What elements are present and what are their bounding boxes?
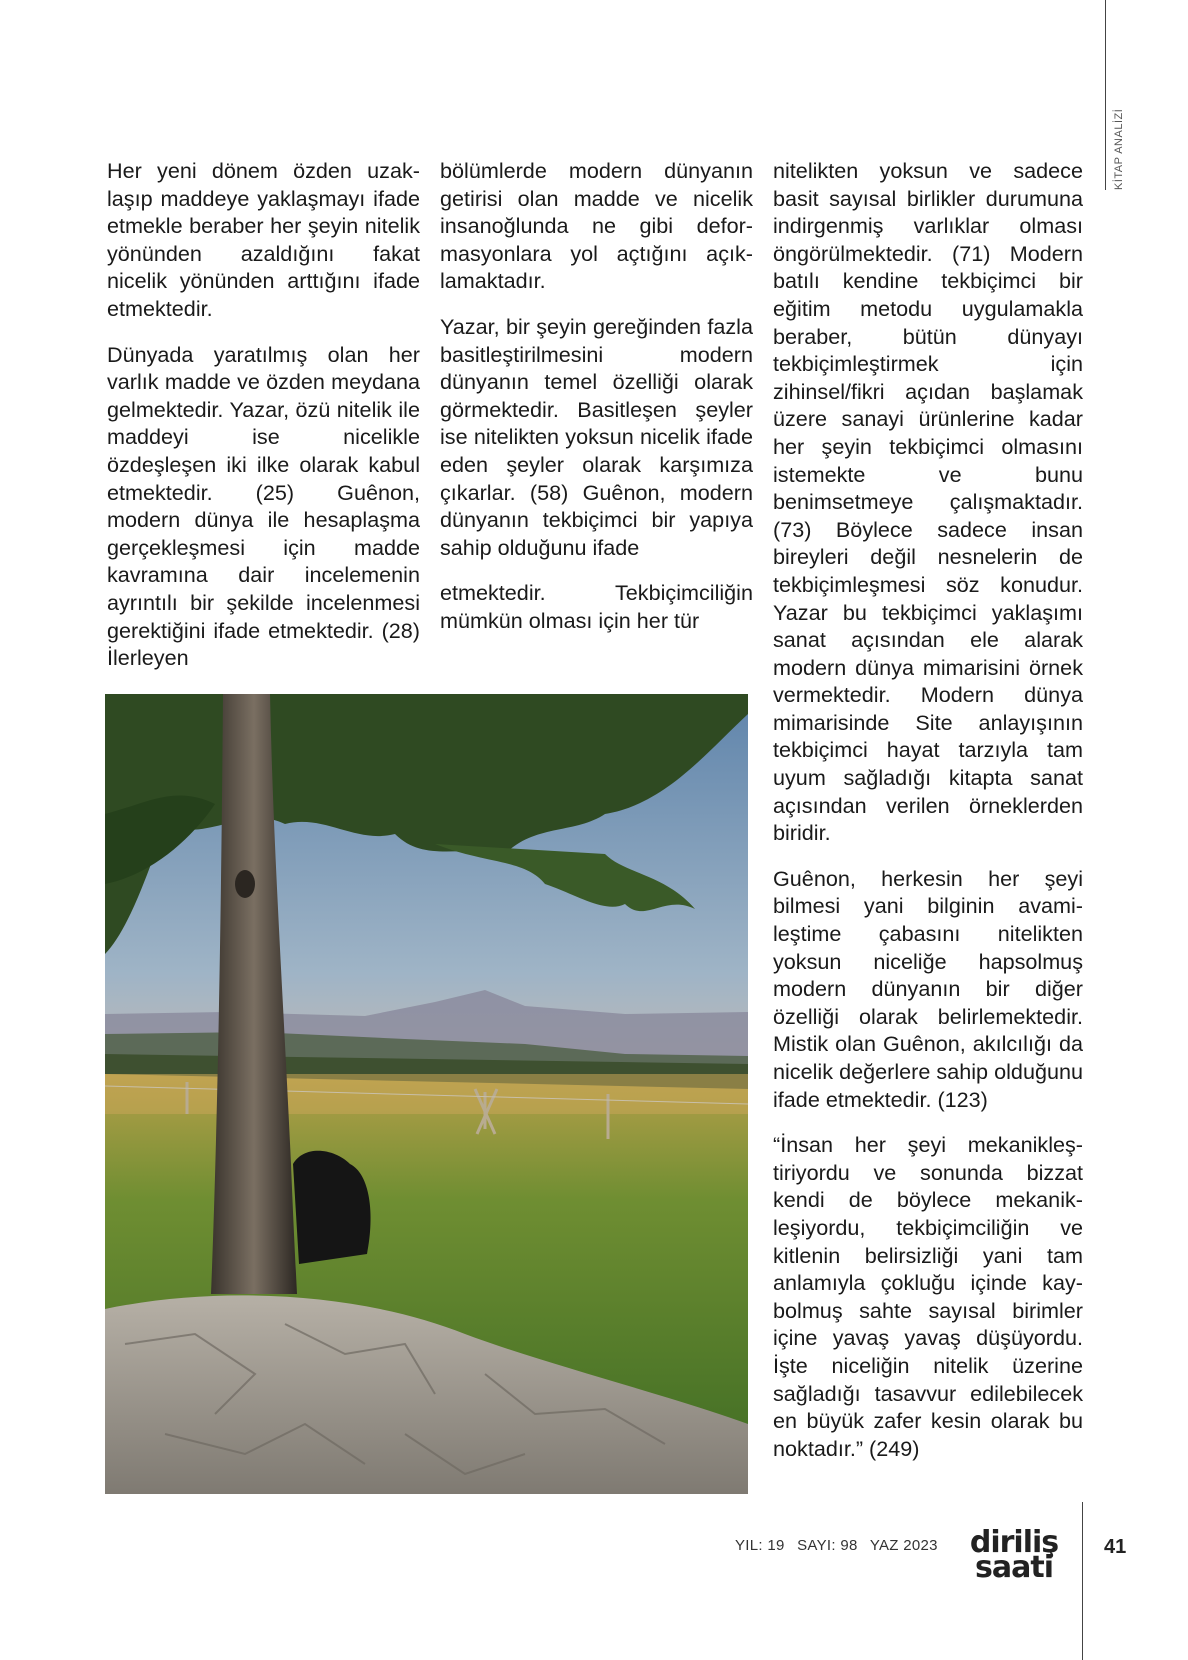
magazine-logo bbox=[968, 1525, 1060, 1585]
paragraph: Guênon, herkesin her şeyi bilmesi yani bilginin avamileştime çabasını nitelikten yoksun niceliğe hapsolmuş modern dünyanın bir diğer özelliği olarak belirlemektedir. Mistik olan Guênon, akılcılığı da nicelik değerlere sahip olduğunu ifade etmektedir. (123) bbox=[773, 865, 1083, 1112]
logo-line-2: saati bbox=[975, 1550, 1053, 1585]
page-number: 41 bbox=[1104, 1536, 1127, 1558]
quote-paragraph: “İnsan her şeyi mekanikleştiriyordu ve sonunda bizzat kendi de böylece mekanikleşiyordu, tekbiçimciliğin ve kitlenin belirsizliği yani tam anlamıyla çokluğu içinde kaybolmuş sahte sayısal birimler içine yavaş yavaş düşüyordu. İşte niceliğin nitelik üzerine sağladığı tasavvur edilebilecek en büyük zafer kesin olarak bu noktadır.” (249) bbox=[773, 1132, 1083, 1461]
issue-number: SAYI: 98 bbox=[797, 1537, 858, 1554]
paragraph: Her yeni dönem özden uzaklaşıp maddeye yaklaşmayı ifade etmekle beraber her şeyin nitelik yönünden azaldığını fakat nicelik yönünden arttığını ifade etmektedir. bbox=[107, 158, 420, 321]
page-footer bbox=[0, 1525, 1188, 1660]
text-column-2 bbox=[440, 157, 753, 653]
issue-info bbox=[735, 1537, 946, 1554]
landscape-photo bbox=[105, 694, 748, 1494]
logo-line-1: diriliş bbox=[969, 1525, 1059, 1560]
paragraph: nitelikten yoksun ve sadece basit sayısal birlikler durumuna indirgenmiş varlıklar olması öngörülmektedir. (71) Modern batılı kendine tekbiçimci bir eğitim metodu uygulamakla beraber, bütün dünyayı tekbiçimleştirmek için zihinsel/fikri açıdan başlamak üzere sanayi ürünlerine kadar her şeyin tekbiçimci olmasını istemekte ve bunu benimsetmeye çalışmaktadır. (73) Böylece sadece insan bireyleri değil nesnelerin de tekbiçimleşmesi söz konudur. Yazar bu tekbiçimci yaklaşımı sanat açısından ele alarak modern dünya mimarisini örnek vermektedir. Modern dünya mimarisinde Site anlayışının tekbiçimci hayat tarzıyla tam uyum sağladığı kitapta sanat açısından verilen örneklerden biridir. bbox=[773, 158, 1083, 846]
text-column-1 bbox=[107, 157, 420, 690]
tree-sunset-illustration bbox=[105, 694, 748, 1494]
paragraph: Yazar, bir şeyin gereğinden fazla basitleştirilmesini modern dünyanın temel özelliği olarak görmektedir. Basitleşen şeyler ise nitelikten yoksun nicelik ifade eden şeyler olarak karşımıza çıkarlar. (58) Guênon, modern dünyanın tekbiçimci bir yapıya sahip olduğunu ifade bbox=[440, 313, 753, 560]
footer-divider-line bbox=[1082, 1502, 1083, 1660]
section-label: KİTAP ANALİZİ bbox=[1113, 108, 1125, 190]
text-column-3 bbox=[773, 157, 1083, 1480]
top-divider-line bbox=[1105, 0, 1106, 190]
issue-season: YAZ 2023 bbox=[869, 1537, 938, 1554]
issue-year: YIL: 19 bbox=[735, 1537, 785, 1554]
paragraph: bölümlerde modern dünyanın getirisi olan madde ve nicelik insanoğlunda ne gibi deformasyonlara yol açtığını açıklamaktadır. bbox=[440, 158, 753, 294]
paragraph: etmektedir. Tekbiçimciliğin mümkün olması için her tür bbox=[440, 580, 753, 633]
paragraph: Dünyada yaratılmış olan her varlık madde ve özden meydana gelmektedir. Yazar, özü nitelik ile maddeyi ise nicelikle özdeşleşen iki ilke olarak kabul etmektedir. (25) Guênon, modern dünya ile hesaplaşma gerçekleşmesi için madde kavramına dair incelemenin ayrıntılı bir şekilde incelenmesi gerektiğini ifade etmektedir. (28) İlerleyen bbox=[107, 341, 420, 671]
